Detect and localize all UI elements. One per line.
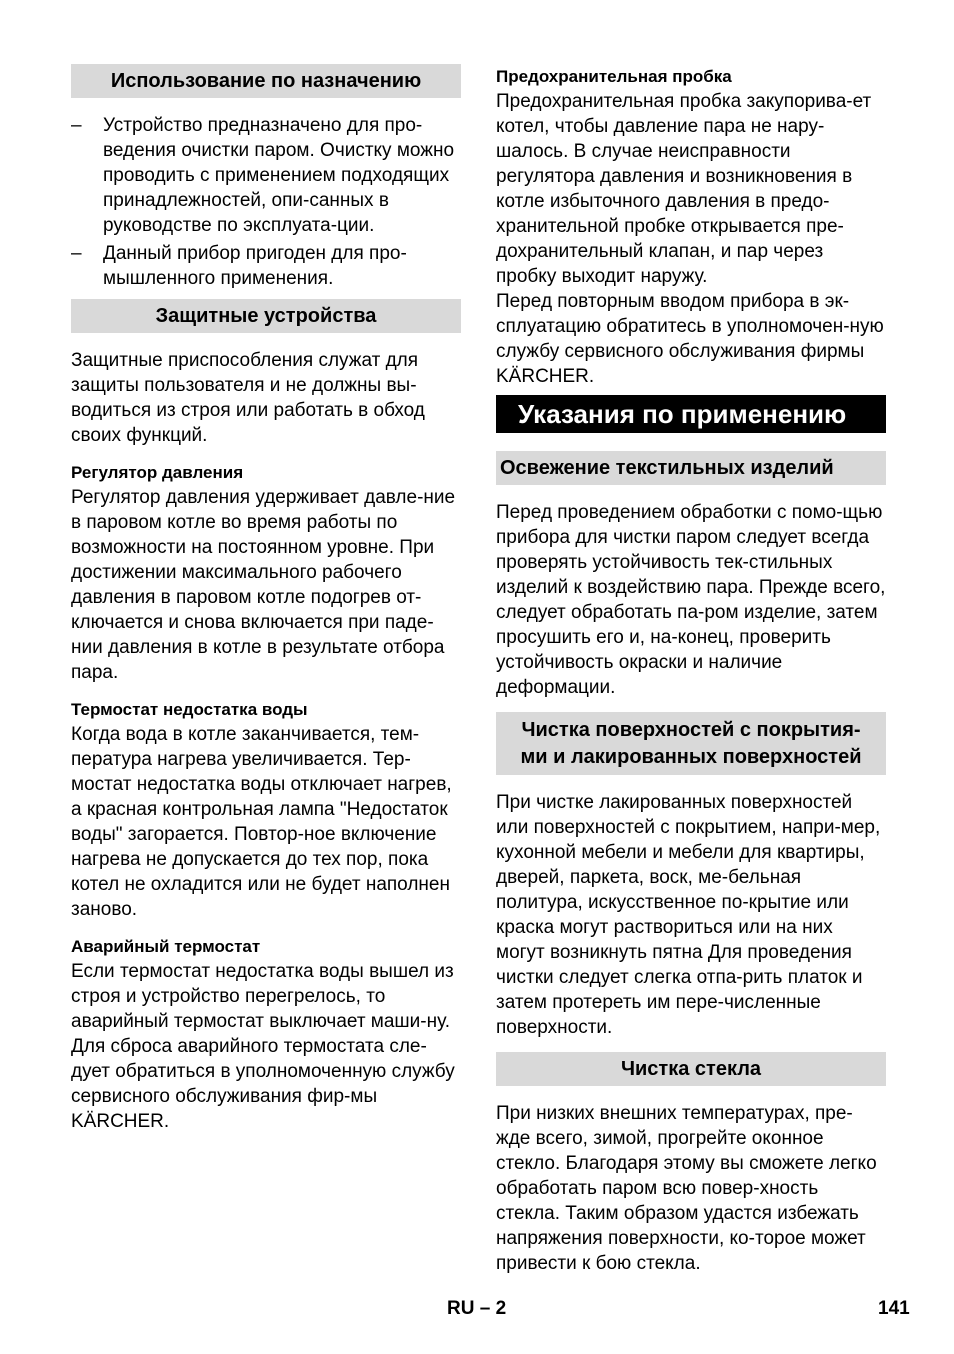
subheading-pressure-regulator: Регулятор давления bbox=[71, 463, 244, 482]
right-column bbox=[496, 64, 886, 1276]
subheading-low-water-thermostat: Термостат недостатка воды bbox=[71, 700, 308, 719]
subheading-safety-plug: Предохранительная пробка bbox=[496, 67, 732, 86]
textiles-paragraph: Перед проведением обработки с помо-щью прибора для чистки паром следует всегда проверять устойчивость тек-стильных изделий к воздействию пара. Прежде всего, следует обработать па-ром изделие, затем просушить его и, на-конец, проверить устойчивость окраски и наличие деформации. bbox=[496, 502, 886, 698]
emergency-thermostat-paragraph-1: Если термостат недостатка воды вышел из строя и устройство перегрелось, то аварийный термостат выключает маши-ну. bbox=[71, 961, 454, 1032]
pressure-regulator-paragraph: Регулятор давления удерживает давле-ние в паровом котле во время работы по возможности на постоянном уровне. При достижении максимального рабочего давления в паровом котле подогрев от-ключается и снова включается при паде-нии давления в котле в результате отбора пара. bbox=[71, 487, 456, 683]
heading-line: ми и лакированных поверхностей bbox=[520, 746, 862, 768]
section-heading-intended-use: Использование по назначению bbox=[71, 64, 461, 98]
glass-paragraph: При низких внешних температурах, пре-жде всего, зимой, прогрейте оконное стекло. Благодаря этому вы сможете легко обработать паром всю повер-хность стекла. Таким образом удастся избежать напряжения поверхности, ко-торое может привести к бою стекла. bbox=[496, 1103, 877, 1274]
section-heading-coated-surfaces bbox=[496, 712, 886, 775]
safety-intro-paragraph: Защитные приспособления служат для защиты пользователя и не должны вы-водиться из строя или работать в обход своих функций. bbox=[71, 350, 425, 446]
list-item bbox=[71, 113, 461, 238]
dash-bullet: – bbox=[71, 243, 82, 264]
section-heading-glass: Чистка стекла bbox=[496, 1052, 886, 1086]
major-heading-usage-instructions: Указания по применению bbox=[496, 395, 886, 433]
intended-use-list bbox=[71, 113, 461, 291]
section-heading-textiles: Освежение текстильных изделий bbox=[496, 451, 886, 485]
list-item-text: Устройство предназначено для про-ведения очистки паром. Очистку можно проводить с применением подходящих принадлежностей, опи-санных в руководстве по эксплуата-ции. bbox=[103, 115, 455, 236]
coated-surfaces-paragraph: При чистке лакированных поверхностей или поверхностей с покрытием, напри-мер, кухонной мебели и мебели для квартиры, дверей, паркета, воск, ме-бельная политура, искусственное по-крытие или краска могут раствориться или на них могут возникнуть пятна Для проведения чистки следует слегка отпа-рить платок и затем протереть им пере-численные поверхности. bbox=[496, 792, 881, 1038]
safety-plug-paragraph-2: Перед повторным вводом прибора в эк-сплуатацию обратитесь в уполномочен-ную службу сервисного обслуживания фирмы KÄRCHER. bbox=[496, 291, 884, 387]
footer-language-code: RU – 2 bbox=[447, 1298, 507, 1319]
low-water-thermostat-paragraph: Когда вода в котле заканчивается, тем-пература нагрева увеличивается. Тер-мостат недостатка воды отключает нагрев, а красная контрольная лампа "Недостаток воды" загорается. Повтор-ное включение нагрева не допускается до тех пор, пока котел не охладится или не будет наполнен заново. bbox=[71, 724, 452, 920]
section-heading-safety-devices: Защитные устройства bbox=[71, 299, 461, 333]
footer-page-number: 141 bbox=[878, 1298, 910, 1319]
list-item bbox=[71, 241, 461, 291]
dash-bullet: – bbox=[71, 115, 82, 136]
list-item-text: Данный прибор пригоден для про-мышленного применения. bbox=[103, 243, 407, 289]
safety-plug-paragraph-1: Предохранительная пробка закупорива-ет котел, чтобы давление пара не нару-шалось. В случае неисправности регулятора давления и возникновения в котле избыточного давления в предо-хранительной пробке открывается пре-дохранительный клапан, и пар через пробку выходит наружу. bbox=[496, 91, 872, 287]
heading-line: Чистка поверхностей с покрытия- bbox=[521, 719, 861, 741]
left-column bbox=[71, 64, 461, 1134]
emergency-thermostat-paragraph-2: Для сброса аварийного термостата сле-дует обратиться в уполномоченную службу сервисного обслуживания фир-мы KÄRCHER. bbox=[71, 1036, 455, 1132]
subheading-emergency-thermostat: Аварийный термостат bbox=[71, 937, 261, 956]
